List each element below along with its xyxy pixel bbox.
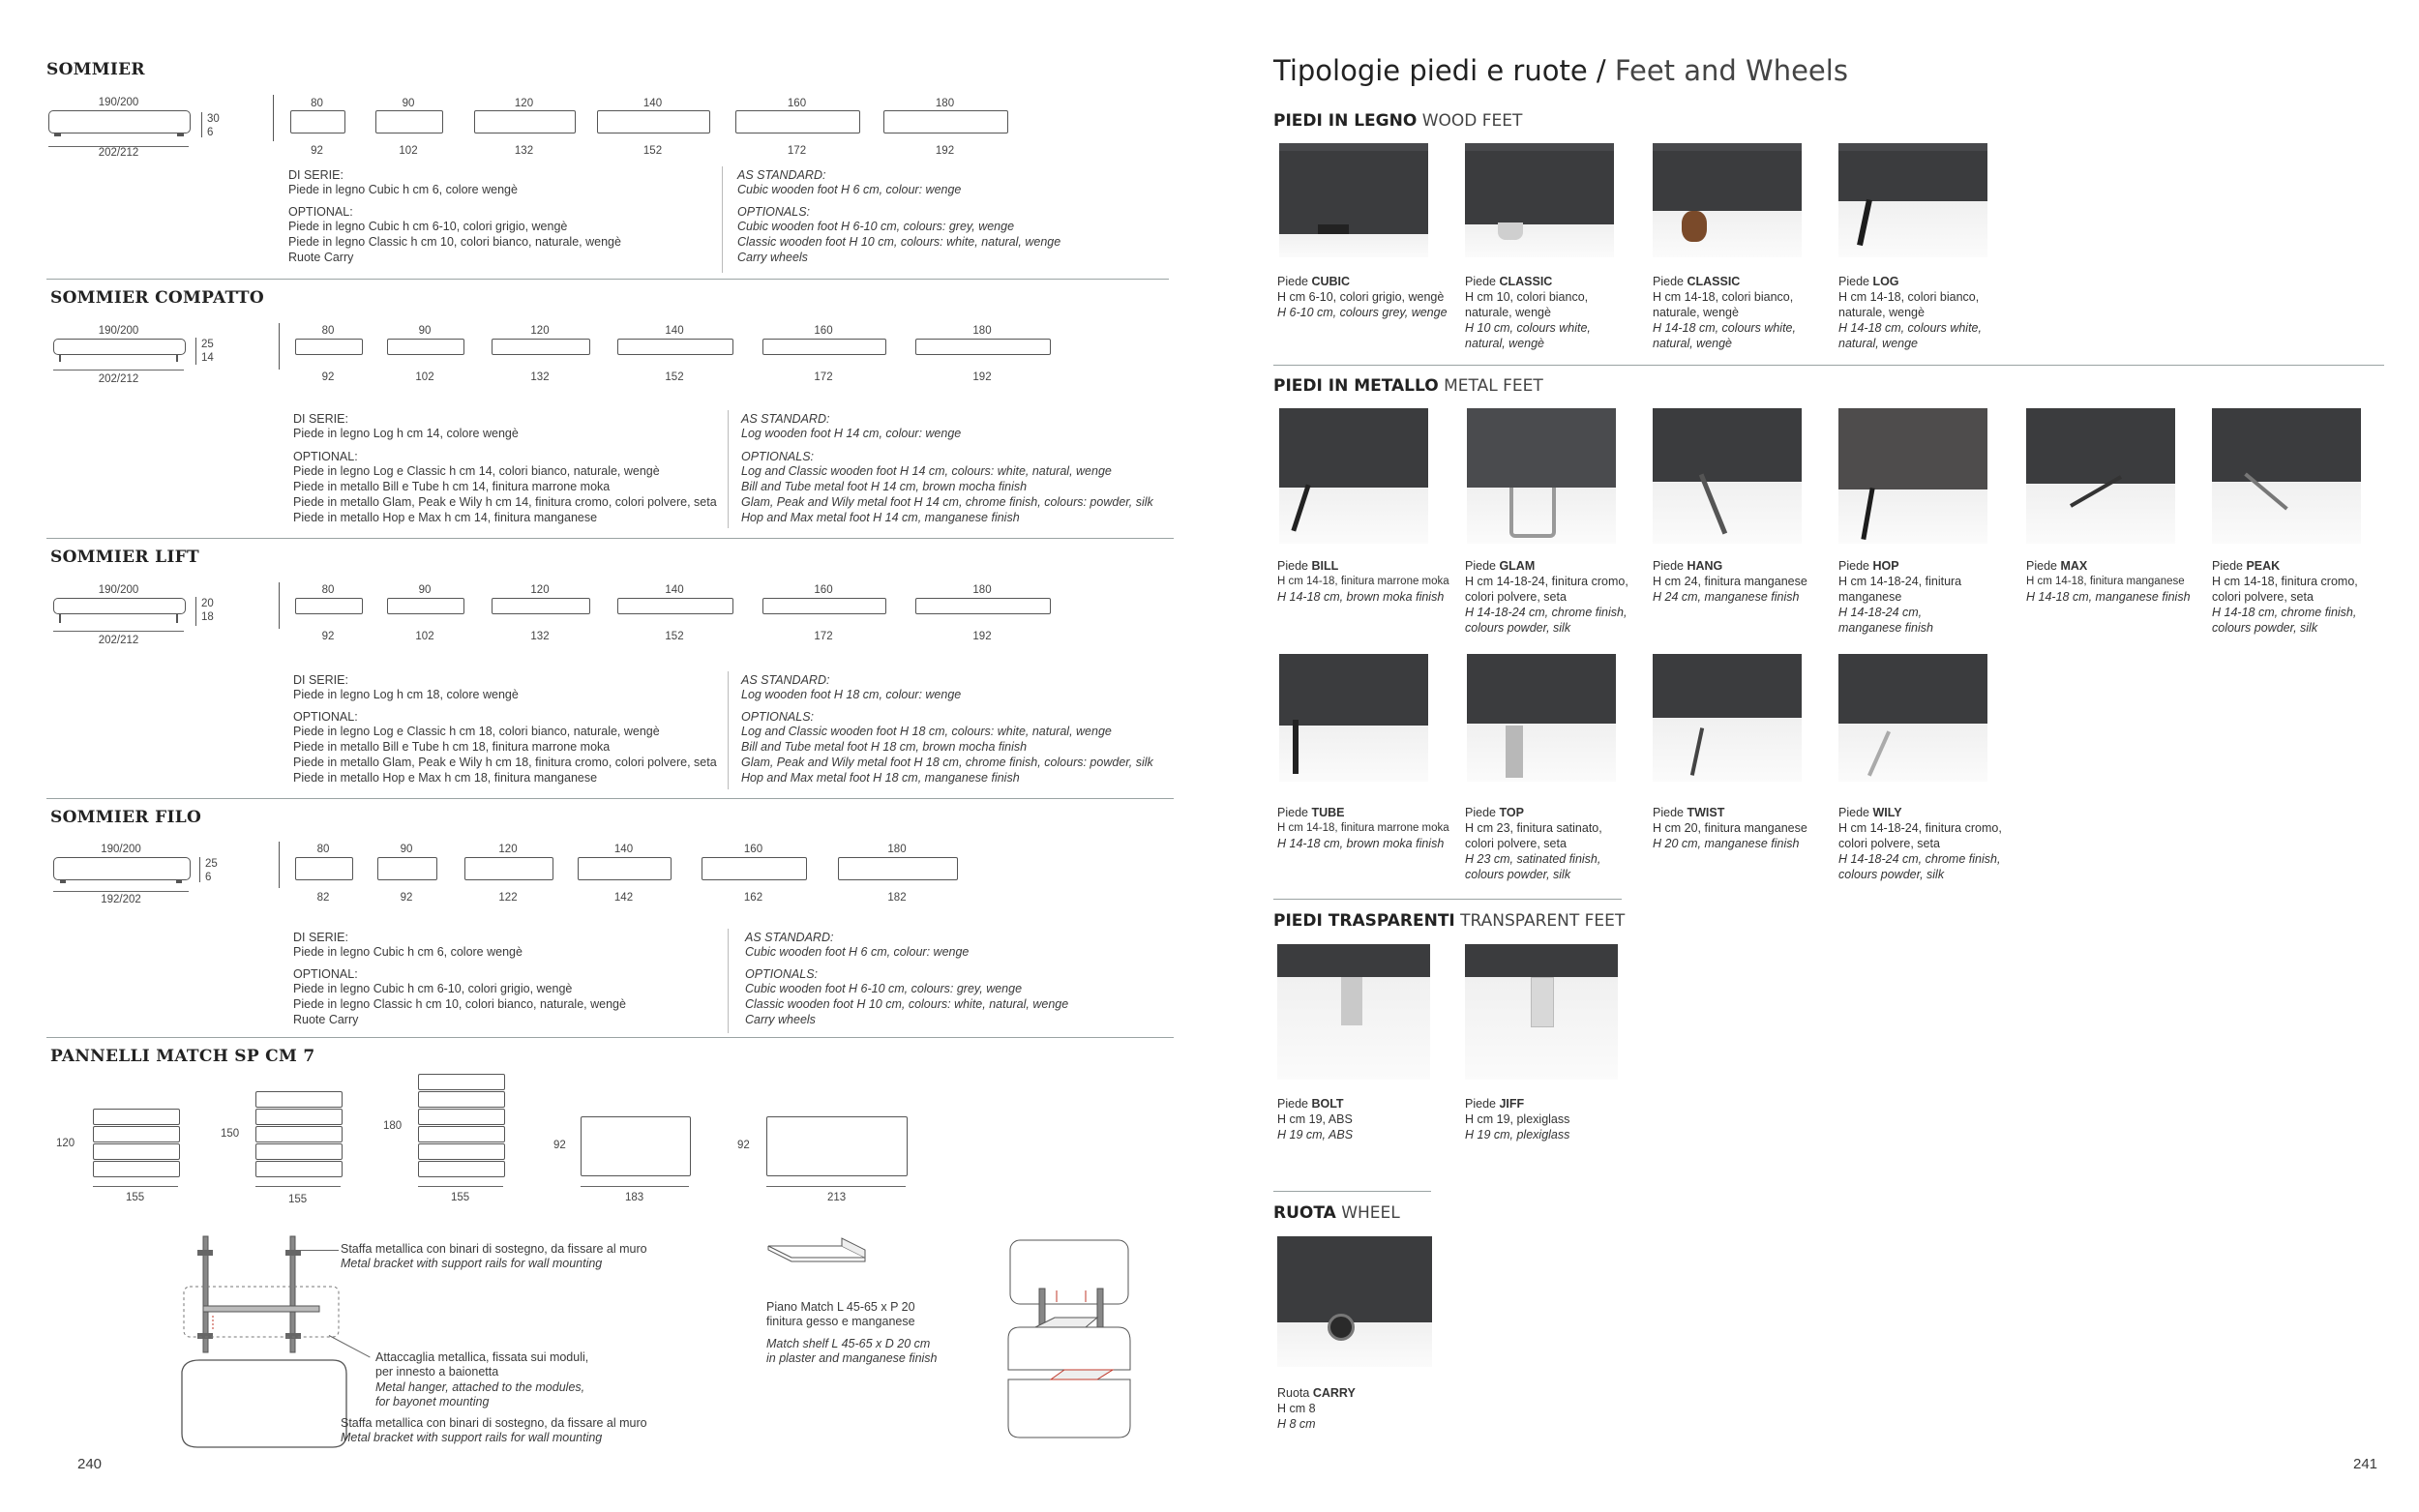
classic-foot-photo <box>1465 143 1614 257</box>
wood-feet-heading: PIEDI IN LEGNO WOOD FEET <box>1273 111 1523 131</box>
carry-wheel-photo <box>1277 1236 1432 1367</box>
bill-foot-photo <box>1279 408 1428 544</box>
bed-length-label: 202/212 <box>98 147 139 159</box>
twist-foot-photo <box>1653 654 1802 782</box>
divider <box>1273 899 1622 900</box>
tube-foot-photo <box>1279 654 1428 782</box>
divider <box>46 538 1174 539</box>
divider <box>1273 365 2384 366</box>
shelf-illustration <box>764 1236 871 1275</box>
bed-outline <box>48 110 191 133</box>
max-foot-photo <box>2026 408 2175 544</box>
cubic-foot-photo <box>1279 143 1428 257</box>
log-foot-photo <box>1838 143 1987 257</box>
hop-foot-photo <box>1838 408 1987 544</box>
section-title-panels: PANNELLI MATCH SP CM 7 <box>50 1047 315 1066</box>
divider <box>1273 1191 1431 1192</box>
height-label: 30 <box>207 113 220 125</box>
divider <box>46 1037 1174 1038</box>
bolt-foot-photo <box>1277 944 1430 1080</box>
section-title-filo: SOMMIER FILO <box>50 808 202 827</box>
bracket-note-en: Metal bracket with support rails for wall mounting <box>341 1257 603 1270</box>
metal-feet-heading: PIEDI IN METALLO METAL FEET <box>1273 376 1543 396</box>
panel-shelf-illustration <box>997 1234 1142 1447</box>
bed-width-label: 190/200 <box>98 97 139 108</box>
bracket-note-it: Staffa metallica con binari di sostegno, da fissare al muro <box>341 1242 647 1256</box>
glam-foot-photo <box>1467 408 1616 544</box>
page-number-left: 240 <box>77 1456 103 1472</box>
divider <box>46 279 1169 280</box>
hang-foot-photo <box>1653 408 1802 544</box>
section-title-sommier: SOMMIER <box>46 60 145 79</box>
foot-height-label: 6 <box>207 127 214 138</box>
top-foot-photo <box>1467 654 1616 782</box>
peak-foot-photo <box>2212 408 2361 544</box>
jiff-foot-photo <box>1465 944 1618 1080</box>
wily-foot-photo <box>1838 654 1987 782</box>
wheel-heading: RUOTA WHEEL <box>1273 1203 1400 1223</box>
page-title: Tipologie piedi e ruote / Feet and Wheels <box>1273 54 1848 87</box>
transparent-feet-heading: PIEDI TRASPARENTI TRANSPARENT FEET <box>1273 911 1626 931</box>
classic-turned-foot-photo <box>1653 143 1802 257</box>
section-title-lift: SOMMIER LIFT <box>50 548 199 567</box>
page-number-right: 241 <box>2353 1456 2378 1472</box>
divider <box>46 798 1174 799</box>
section-title-compatto: SOMMIER COMPATTO <box>50 288 264 308</box>
